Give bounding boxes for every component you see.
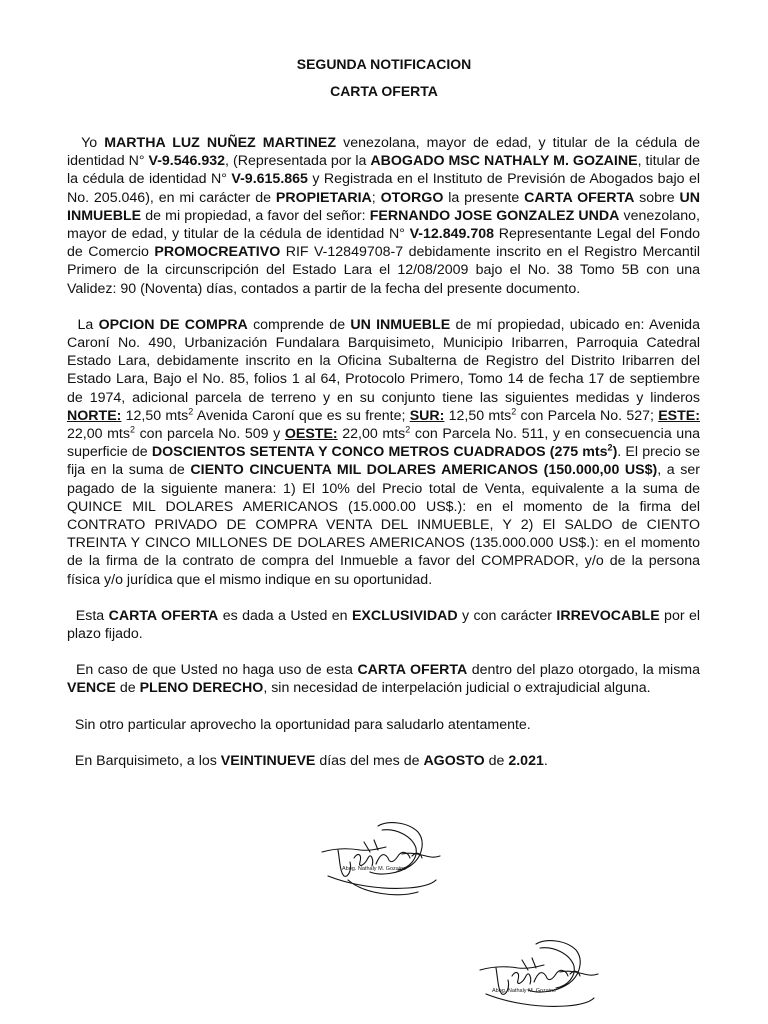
- text-run: 2: [188, 406, 194, 417]
- text-run: ;: [371, 189, 381, 206]
- bold-text-run: ABOGADO MSC NATHALY M. GOZAINE: [370, 153, 638, 170]
- text-run: de mí propiedad, ubicado en: Avenida Caroní No. 490, Urbanización Fundalara Barquisimeto, Municipio Iribarren, Parroquia Catedral Estado Lara, debidamente inscrito en la Oficina Subalterna de Registro del Distrito Iribarren del Estado Lara, Bajo el No. 85, folios 1 al 64, Protocolo Primero, Tomo 14 de fecha 17 de septiembre de 1974, adicional parcela de terreno y en su conjunto tiene las siguientes medidas y linderos: [67, 316, 700, 406]
- text-run: dentro del plazo otorgado, la misma: [467, 662, 700, 679]
- text-run: 12,50 mts: [121, 407, 189, 424]
- bold-text-run: V-9.546.932: [148, 153, 226, 170]
- text-run: 12,50 mts: [444, 407, 512, 424]
- text-run: 22,00 mts: [337, 426, 406, 443]
- bold-text-run: NORTE:: [67, 407, 122, 424]
- text-run: RIF V-12849708-7 debidamente inscrito en el Registro Mercantil Primero de la circunscripción del Estado Lara el 12/08/2009 bajo el No. 38 Tomo 5B con una Validez: 90 (Noventa) días, contados a partir de la fecha del presente documento.: [67, 244, 700, 297]
- handwritten-signature-icon: [318, 818, 448, 900]
- bold-text-run: FERNANDO JOSE GONZALEZ UNDA: [369, 207, 620, 224]
- bold-text-run: AGOSTO: [423, 752, 485, 769]
- bold-text-run: IRREVOCABLE: [556, 607, 660, 624]
- text-run: de: [115, 680, 140, 697]
- text-run: Esta: [75, 607, 109, 624]
- signature-1: [318, 818, 448, 900]
- text-run: de: [484, 752, 509, 769]
- text-run: .: [543, 752, 548, 769]
- text-run: la presente: [443, 189, 525, 206]
- paragraph-exclusivity: [67, 607, 700, 643]
- text-run: . El precio se fija en la suma de: [67, 444, 700, 479]
- text-run: Representante Legal del Fondo de Comercio: [67, 226, 700, 261]
- text-run: En caso de que Usted no haga uso de esta: [75, 662, 358, 679]
- bold-text-run: PROMOCREATIVO: [154, 244, 281, 261]
- bold-text-run: EXCLUSIVIDAD: [351, 607, 458, 624]
- bold-text-run: V-12.849.708: [409, 226, 495, 243]
- text-run: venezolana, mayor de edad, y titular de la cédula de identidad N°: [67, 135, 700, 170]
- paragraph-expiration: [67, 661, 700, 697]
- bold-text-run: PLENO DERECHO: [139, 680, 264, 697]
- document-heading: SEGUNDA NOTIFICACION: [296, 56, 472, 72]
- handwritten-signature-icon: [476, 936, 606, 1018]
- bold-text-run: CIENTO CINCUENTA MIL DOLARES AMERICANOS (150.000,00 US$): [190, 462, 658, 479]
- bold-text-run: VENCE: [67, 680, 116, 697]
- text-run: es dada a Usted en: [218, 607, 352, 624]
- bold-text-run: OESTE:: [284, 426, 338, 443]
- paragraph-offer-intro: [67, 134, 700, 298]
- text-run: con Parcela No. 511, y en consecuencia una superficie de: [67, 426, 700, 461]
- document-body: [67, 134, 700, 788]
- signature-2: [476, 936, 606, 1018]
- signature-caption: Abog. Nathaly M. Gozaine: [342, 866, 407, 872]
- paragraph-closing: [67, 716, 700, 734]
- bold-text-run: ): [612, 444, 618, 461]
- text-run: 22,00 mts: [67, 426, 130, 443]
- text-run: y con carácter: [457, 607, 557, 624]
- bold-text-run: CARTA OFERTA: [524, 189, 635, 206]
- text-run: y Registrada en el Instituto de Previsión de Abogados bajo el No. 205.046), en mi carácter de: [67, 171, 700, 206]
- text-run: 2: [129, 424, 135, 435]
- bold-text-run: PROPIETARIA: [275, 189, 372, 206]
- bold-text-run: CARTA OFERTA: [357, 662, 468, 679]
- bold-text-run: OTORGO: [380, 189, 444, 206]
- text-run: , a ser pagado de la siguiente manera: 1) El 10% del Precio total de Venta, equivalente a la suma de QUINCE MIL DOLARES AMERICANOS (15.000.00 US$.): en el momento de la firma del CONTRATO PRIVADO DE COMPRA VENTA DEL INMUEBLE, Y 2) El SALDO de CIENTO TREINTA Y CINCO MILLONES DE DOLARES AMERICANOS (135.000.000 US$.): en el momento de la firma de la contrato de compra del Inmueble a favor del COMPRADOR, y/o de la persona física y/o jurídica que el mismo indique en su oportunidad.: [67, 462, 700, 588]
- bold-text-run: UN INMUEBLE: [350, 316, 451, 333]
- bold-text-run: SUR:: [409, 407, 445, 424]
- signature-caption: Abog. Nathaly M. Gozaine: [492, 988, 557, 994]
- text-run: Avenida Caroní que es su frente;: [193, 407, 410, 424]
- text-run: 2: [405, 424, 411, 435]
- text-run: con parcela No. 509 y: [134, 426, 285, 443]
- bold-text-run: CARTA OFERTA: [108, 607, 219, 624]
- document-title: CARTA OFERTA: [330, 83, 438, 99]
- text-run: sobre: [634, 189, 680, 206]
- bold-text-run: UN INMUEBLE: [67, 189, 701, 224]
- bold-text-run: MARTHA LUZ NUÑEZ MARTINEZ: [104, 135, 337, 151]
- bold-text-run: DOSCIENTOS SETENTA Y CONCO METROS CUADRADOS (275 mts: [151, 444, 608, 461]
- bold-text-run: 2.021: [508, 752, 544, 769]
- text-run: , sin necesidad de interpelación judicial o extrajudicial alguna.: [263, 680, 651, 697]
- bold-text-run: OPCION DE COMPRA: [98, 316, 248, 333]
- text-run: con Parcela No. 527;: [516, 407, 659, 424]
- bold-text-run: VEINTINUEVE: [220, 752, 316, 769]
- text-run: por el plazo fijado.: [67, 607, 700, 643]
- text-run: En Barquisimeto, a los: [74, 752, 221, 769]
- bold-text-run: V-9.615.865: [231, 171, 308, 188]
- text-run: 2: [511, 406, 517, 417]
- text-run: , titular de la cédula de identidad N°: [67, 153, 700, 188]
- text-run: , (Representada por la: [225, 153, 371, 170]
- bold-text-run: ESTE:: [658, 407, 700, 424]
- text-run: Yo: [81, 135, 105, 151]
- text-run: venezolano, mayor de edad, y titular de la cédula de identidad N°: [67, 207, 701, 243]
- text-run: La: [77, 316, 99, 333]
- text-run: días del mes de: [315, 752, 424, 769]
- paragraph-purchase-option: [67, 316, 700, 589]
- text-run: de mi propiedad, a favor del señor:: [141, 207, 370, 224]
- paragraph-date-place: [67, 752, 700, 770]
- bold-text-run: 2: [607, 442, 613, 453]
- text-run: comprende de: [247, 316, 351, 333]
- text-run: Sin otro particular aprovecho la oportunidad para saludarlo atentamente.: [74, 716, 531, 733]
